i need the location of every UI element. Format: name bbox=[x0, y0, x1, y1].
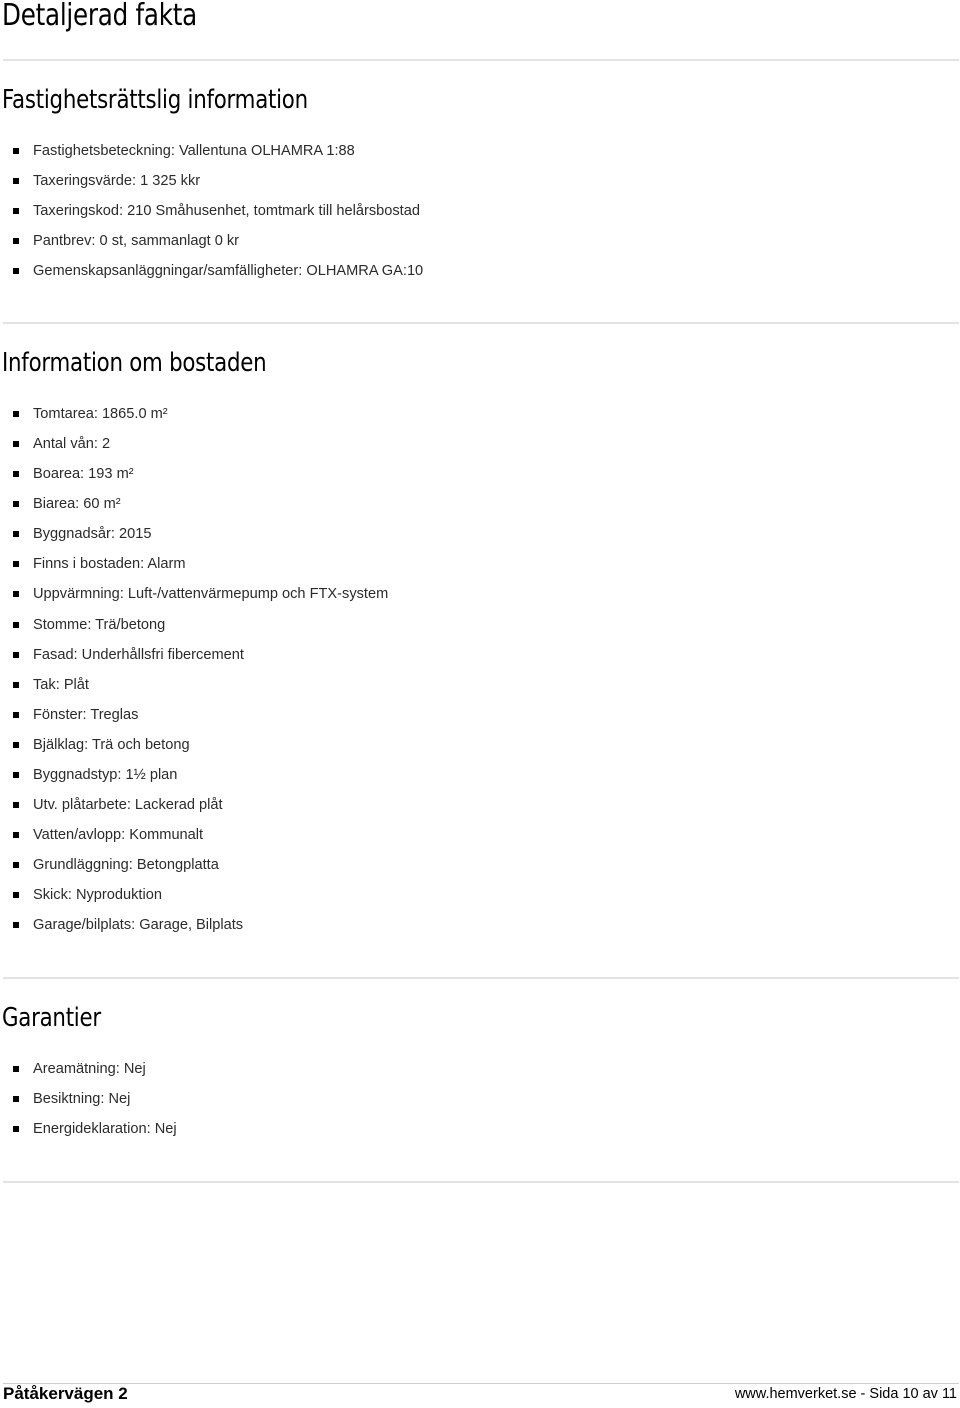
fact-text: Pantbrev: 0 st, sammanlagt 0 kr bbox=[33, 233, 240, 250]
fact-text: Fastighetsbeteckning: Vallentuna OLHAMRA 1:88 bbox=[33, 143, 355, 159]
square-bullet-icon bbox=[13, 411, 19, 417]
fact-text: Utv. plåtarbete: Lackerad plåt bbox=[33, 797, 223, 814]
square-bullet-icon bbox=[13, 1126, 19, 1132]
fact-text: Tomtarea: 1865.0 m² bbox=[33, 406, 168, 422]
fact-text: Gemenskapsanläggningar/samfälligheter: OLHAMRA GA:10 bbox=[33, 263, 424, 280]
square-bullet-icon bbox=[13, 471, 19, 477]
square-bullet-icon bbox=[13, 501, 19, 507]
fact-text: Bjälklag: Trä och betong bbox=[33, 736, 190, 753]
section-divider bbox=[3, 322, 959, 324]
square-bullet-icon bbox=[13, 531, 19, 537]
square-bullet-icon bbox=[13, 712, 19, 718]
square-bullet-icon bbox=[13, 591, 19, 597]
fact-text: Grundläggning: Betongplatta bbox=[33, 857, 219, 874]
section-divider bbox=[3, 1181, 959, 1183]
square-bullet-icon bbox=[13, 268, 19, 274]
square-bullet-icon bbox=[13, 802, 19, 808]
section-divider bbox=[3, 977, 959, 979]
square-bullet-icon bbox=[13, 652, 19, 658]
square-bullet-icon bbox=[13, 622, 19, 628]
footer-address: Påtåkervägen 2 bbox=[3, 1384, 128, 1403]
fact-text: Areamätning: Nej bbox=[33, 1061, 146, 1077]
fact-text: Taxeringsvärde: 1 325 kkr bbox=[33, 173, 201, 190]
fact-text: Finns i bostaden: Alarm bbox=[33, 556, 186, 573]
fact-text: Fasad: Underhållsfri fibercement bbox=[33, 646, 244, 663]
fact-text: Besiktning: Nej bbox=[33, 1091, 131, 1108]
square-bullet-icon bbox=[13, 862, 19, 868]
fact-text: Byggnadstyp: 1½ plan bbox=[33, 766, 178, 783]
fact-text: Byggnadsår: 2015 bbox=[33, 526, 152, 543]
fact-text: Uppvärmning: Luft-/vattenvärmepump och FTX-system bbox=[33, 586, 389, 603]
fact-text: Vatten/avlopp: Kommunalt bbox=[33, 827, 204, 844]
fact-text: Energideklaration: Nej bbox=[33, 1121, 177, 1138]
section-heading-garantier: Garantier bbox=[2, 1003, 101, 1033]
footer-page-info: www.hemverket.se - Sida 10 av 11 bbox=[734, 1386, 957, 1402]
square-bullet-icon bbox=[13, 148, 19, 154]
square-bullet-icon bbox=[13, 1066, 19, 1072]
square-bullet-icon bbox=[13, 922, 19, 928]
page-title: Detaljerad fakta bbox=[2, 0, 197, 33]
footer-divider bbox=[3, 1383, 959, 1384]
square-bullet-icon bbox=[13, 178, 19, 184]
fact-text: Fönster: Treglas bbox=[33, 706, 139, 723]
fact-text: Stomme: Trä/betong bbox=[33, 616, 166, 633]
fact-text: Antal vån: 2 bbox=[33, 436, 111, 453]
section-heading-bostaden: Information om bostaden bbox=[2, 348, 267, 378]
section-divider bbox=[3, 59, 959, 61]
fact-text: Biarea: 60 m² bbox=[33, 496, 121, 513]
fact-text: Boarea: 193 m² bbox=[33, 466, 134, 483]
fact-text: Garage/bilplats: Garage, Bilplats bbox=[33, 917, 244, 934]
square-bullet-icon bbox=[13, 238, 19, 244]
square-bullet-icon bbox=[13, 742, 19, 748]
square-bullet-icon bbox=[13, 832, 19, 838]
square-bullet-icon bbox=[13, 682, 19, 688]
square-bullet-icon bbox=[13, 1096, 19, 1102]
section-heading-fastighetsrattslig: Fastighetsrättslig information bbox=[2, 85, 308, 115]
square-bullet-icon bbox=[13, 441, 19, 447]
fact-text: Tak: Plåt bbox=[33, 676, 89, 693]
fact-text: Taxeringskod: 210 Småhusenhet, tomtmark till helårsbostad bbox=[33, 203, 420, 220]
square-bullet-icon bbox=[13, 561, 19, 567]
square-bullet-icon bbox=[13, 892, 19, 898]
square-bullet-icon bbox=[13, 208, 19, 214]
fact-text: Skick: Nyproduktion bbox=[33, 887, 162, 904]
square-bullet-icon bbox=[13, 772, 19, 778]
